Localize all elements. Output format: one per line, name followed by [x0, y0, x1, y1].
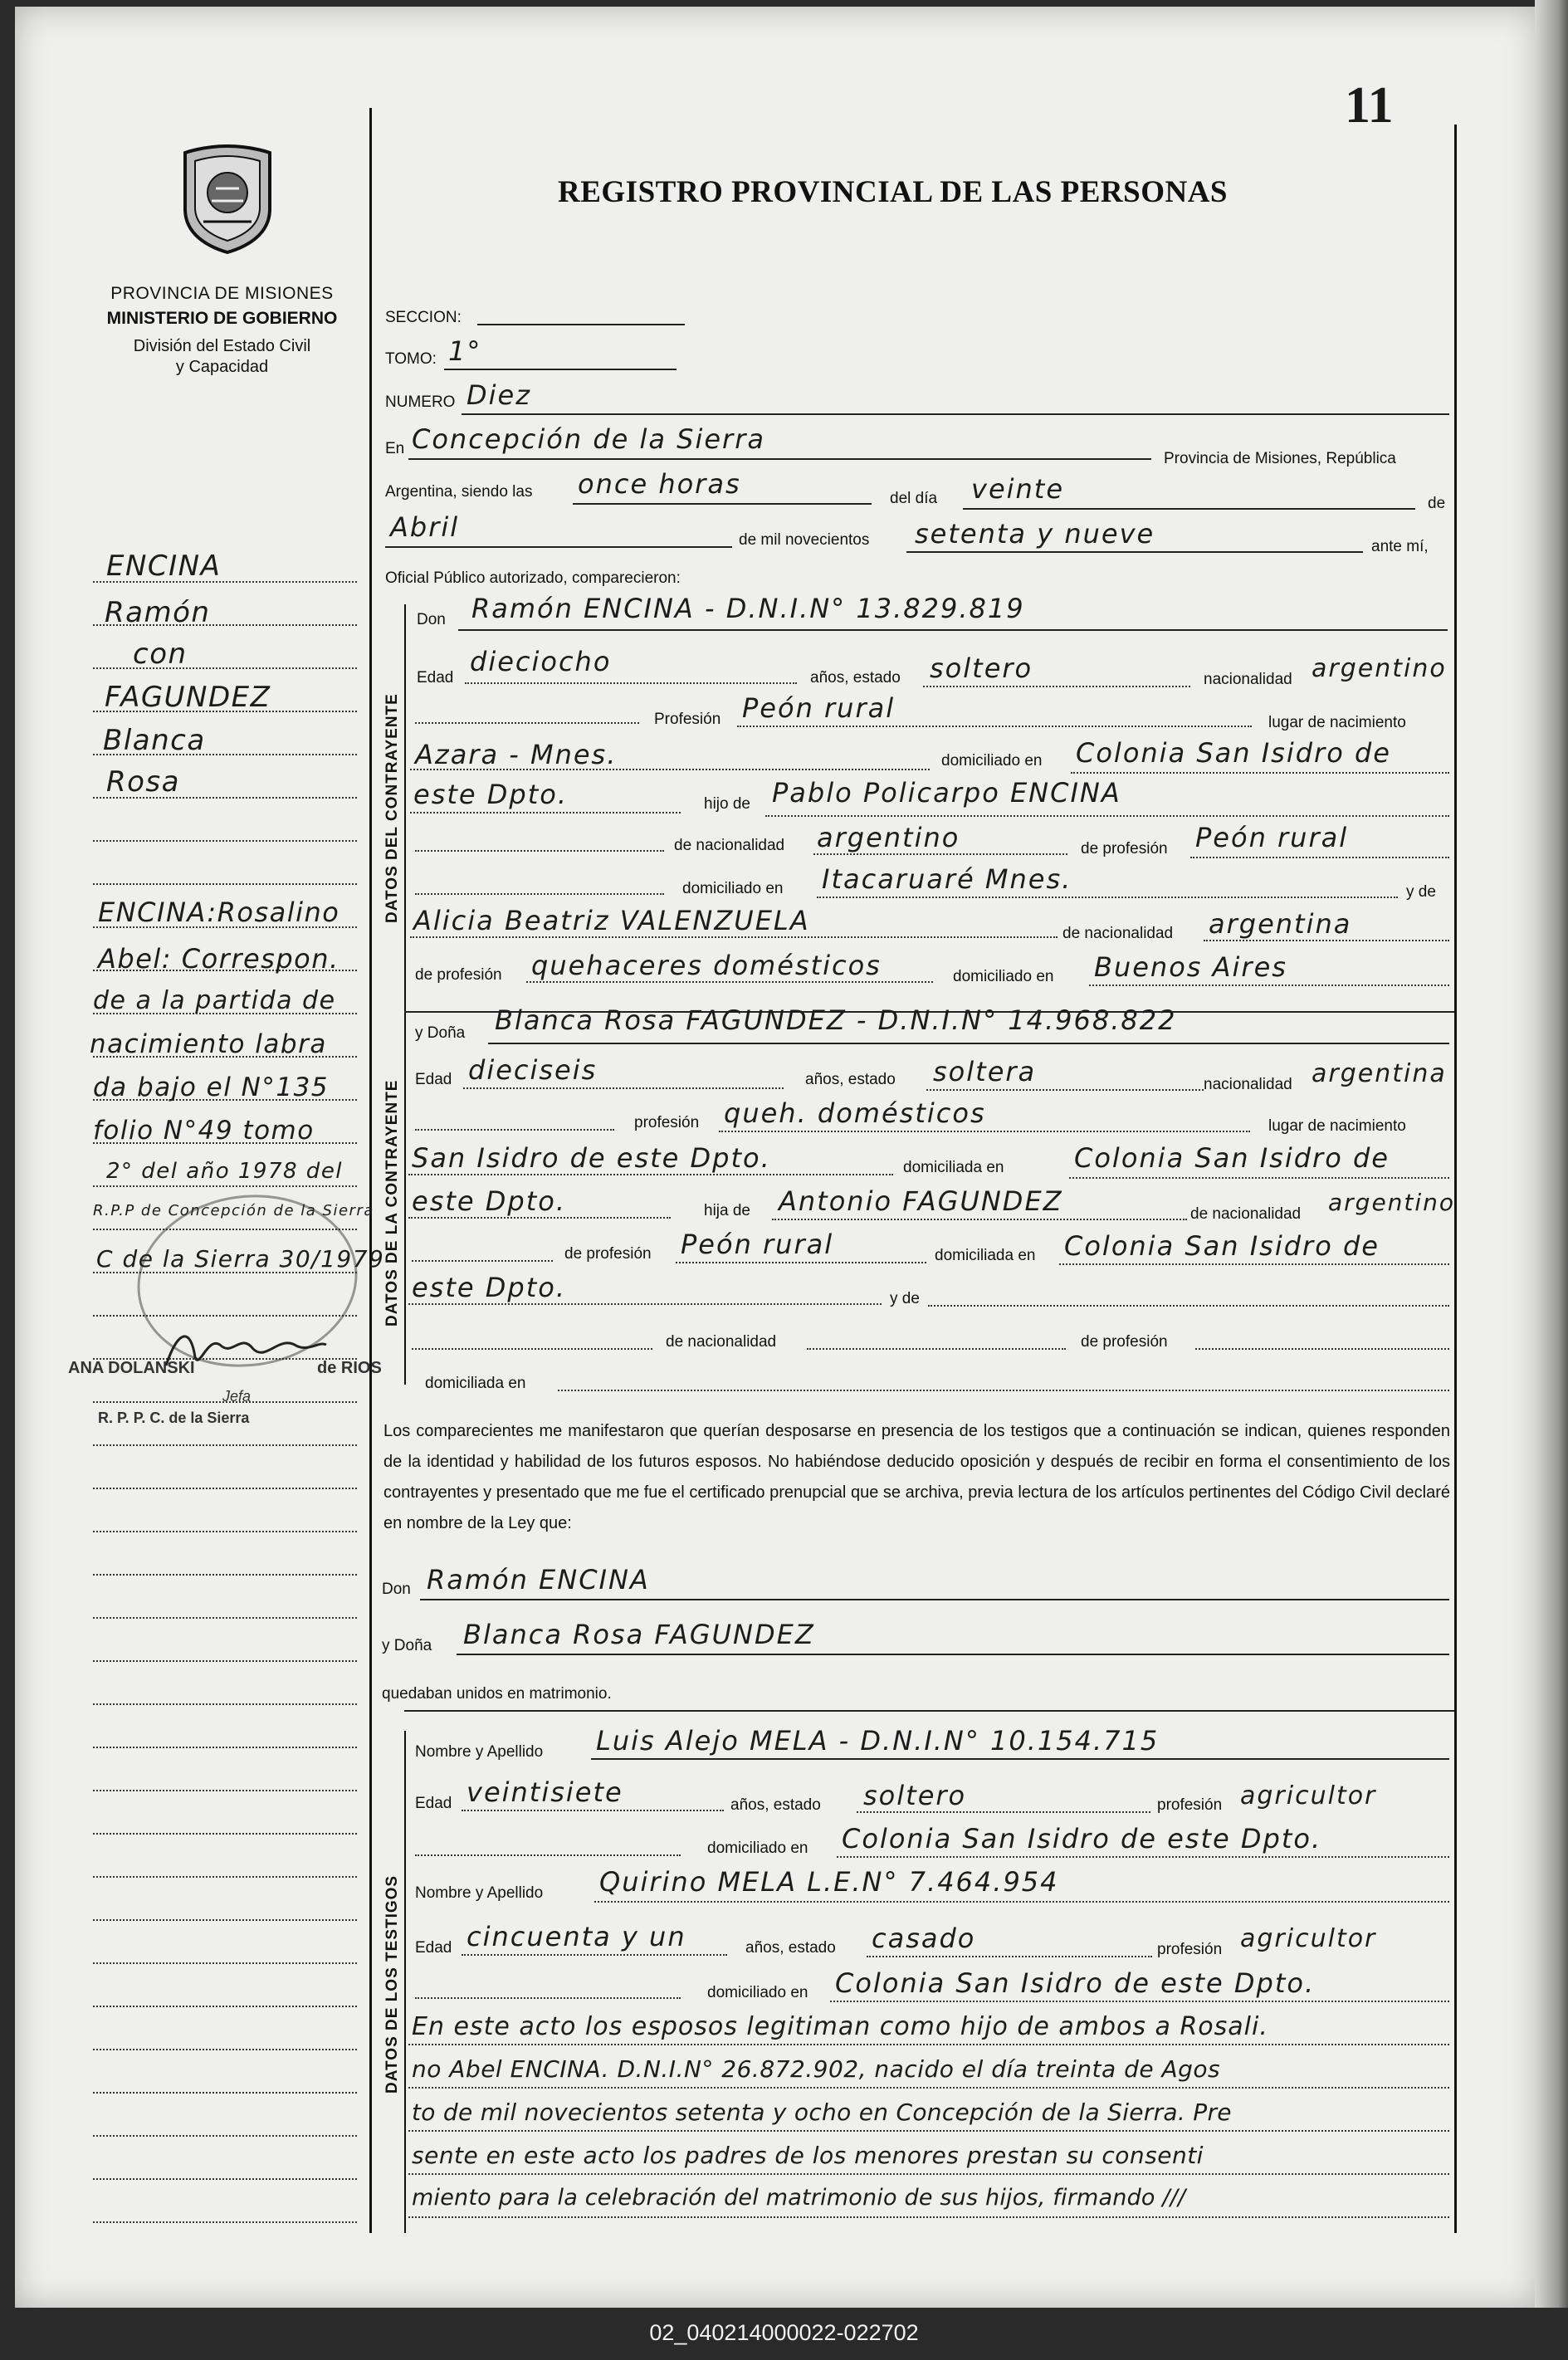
margin-surname-bride: FAGUNDEZ	[105, 681, 271, 714]
bride-age: dieciseis	[468, 1054, 598, 1086]
observation-line: to de mil novecientos setenta y ocho en Concepción de la Sierra. Pre	[412, 2099, 1232, 2126]
groom-age: dieciocho	[470, 646, 612, 677]
groom-section-label: DATOS DEL CONTRAYENTE	[383, 693, 401, 923]
groom-age-line	[465, 682, 797, 684]
groom-birthplace: Azara - Mnes.	[415, 739, 618, 770]
witness1-status-line	[857, 1811, 1150, 1813]
stamp-name: ANA DOLANSKI	[68, 1359, 195, 1377]
declared-bride: Blanca Rosa FAGUNDEZ	[463, 1619, 815, 1650]
nombre-apellido-label-2: Nombre y Apellido	[415, 1884, 544, 1902]
groom-father: Pablo Policarpo ENCINA	[772, 777, 1121, 809]
witness1-address: Colonia San Isidro de este Dpto.	[842, 1823, 1322, 1854]
bride-mother-prof-line	[1195, 1348, 1449, 1350]
margin-guide-line	[93, 1876, 357, 1878]
estado-label-3: años, estado	[730, 1796, 821, 1814]
margin-guide-line	[93, 1660, 357, 1662]
groom-profession: Peón rural	[742, 692, 896, 724]
bride-birthplace-line	[408, 1174, 893, 1175]
margin-surname-groom: ENCINA	[106, 550, 222, 583]
de-nacionalidad-label-3: de nacionalidad	[1190, 1205, 1302, 1223]
groom-address2-line	[410, 812, 681, 814]
de-nacionalidad-label-2: de nacionalidad	[1062, 925, 1174, 942]
bride-mother-line	[928, 1305, 1449, 1307]
estado-label-2: años, estado	[805, 1071, 896, 1088]
day-value: veinte	[971, 473, 1065, 505]
witness2-dom-line	[830, 2001, 1449, 2002]
witness2-name-line	[594, 1901, 1449, 1903]
nombre-apellido-label: Nombre y Apellido	[415, 1743, 544, 1761]
margin-note-line: de a la partida de	[93, 986, 336, 1015]
groom-mother: Alicia Beatriz VALENZUELA	[413, 905, 810, 936]
quedaban-label: quedaban unidos en matrimonio.	[382, 1685, 612, 1703]
de-label: de	[1428, 495, 1446, 512]
bride-mother-nac-line-a	[412, 1348, 652, 1350]
margin-name-bride-2: Rosa	[106, 765, 180, 799]
book-edge	[1535, 0, 1568, 2308]
observation-line: En este acto los esposos legitiman como hijo de ambos a Rosali.	[412, 2012, 1268, 2041]
y-de-label-2: y de	[890, 1290, 920, 1307]
witness-rule	[404, 1731, 406, 2233]
bride-status-line	[926, 1089, 1204, 1091]
groom-father-address: Itacaruaré Mnes.	[822, 863, 1072, 895]
margin-name-groom: Ramón	[105, 596, 211, 629]
groom-father-nac-line	[813, 853, 1067, 855]
argentina-label: Argentina, siendo las	[385, 483, 533, 501]
province-text: Provincia de Misiones, República	[1164, 450, 1396, 467]
groom-mother-dom-line	[1089, 985, 1449, 986]
groom-address: Colonia San Isidro de	[1076, 737, 1391, 769]
witness1-age: veintisiete	[466, 1776, 623, 1808]
right-rule	[1454, 125, 1457, 2233]
stamp-name-2: de RIOS	[317, 1359, 382, 1377]
groom-prof-line-a	[415, 722, 639, 724]
estado-label: años, estado	[810, 669, 901, 687]
provincial-seal-icon	[178, 143, 276, 255]
ministry-header	[79, 284, 365, 377]
margin-guide-line	[93, 840, 357, 842]
observation-rule	[408, 2173, 1449, 2175]
margin-note-line: ENCINA:Rosalino	[98, 897, 340, 928]
groom-father-dom-line-a	[415, 893, 664, 895]
domiciliada-label-3: domiciliada en	[425, 1375, 526, 1392]
edad-label: Edad	[417, 669, 454, 687]
ministry-label: MINISTERIO DE GOBIERNO	[106, 309, 338, 328]
witness1-profession: agricultor	[1240, 1781, 1377, 1810]
profesion-label: Profesión	[654, 711, 721, 728]
margin-guide-line	[93, 2092, 357, 2094]
signature-icon	[162, 1320, 328, 1378]
y-de-label: y de	[1406, 883, 1436, 901]
estado-label-4: años, estado	[745, 1939, 836, 1957]
don-label: Don	[417, 611, 446, 628]
margin-guide-line	[93, 1962, 357, 1964]
bride-name: Blanca Rosa FAGUNDEZ - D.N.I.N° 14.968.822	[495, 1004, 1177, 1036]
numero-label: NUMERO	[385, 393, 456, 411]
bride-prof-line-a	[415, 1129, 614, 1131]
domiciliado-label-5: domiciliado en	[707, 1984, 808, 2001]
groom-status: soltero	[930, 652, 1033, 684]
edad-label-3: Edad	[415, 1795, 452, 1812]
parties-rule	[404, 604, 406, 1385]
witness1-age-line	[462, 1810, 724, 1811]
place-line	[408, 458, 1151, 460]
observation-line: sente en este acto los padres de los menores prestan su consenti	[412, 2142, 1204, 2169]
month-line	[385, 546, 732, 548]
margin-guide-line	[93, 1488, 357, 1489]
observation-line: no Abel ENCINA. D.N.I.N° 26.872.902, nacido el día treinta de Agos	[412, 2055, 1221, 2083]
profesion-label-3: profesión	[1157, 1796, 1223, 1814]
margin-note-line: da bajo el N°135	[93, 1073, 330, 1102]
bride-birthplace: San Isidro de este Dpto.	[412, 1142, 771, 1174]
page-title: REGISTRO PROVINCIAL DE LAS PERSONAS	[558, 175, 1229, 209]
groom-status-line	[923, 686, 1190, 687]
del-dia-label: del día	[890, 490, 938, 507]
witness1-dom-line	[837, 1856, 1449, 1858]
observation-rule	[408, 2216, 1449, 2218]
de-profesion-label-2: de profesión	[415, 966, 502, 984]
margin-guide-line	[93, 1790, 357, 1791]
bride-mother-dom-line	[558, 1390, 1449, 1391]
groom-address-2: este Dpto.	[413, 779, 569, 810]
de-nacionalidad-label: de nacionalidad	[674, 837, 785, 854]
groom-father-nationality: argentino	[817, 822, 960, 853]
witness2-address: Colonia San Isidro de este Dpto.	[835, 1967, 1316, 1999]
margin-note-line: nacimiento labra	[90, 1029, 327, 1059]
y-dona-label: y Doña	[415, 1024, 466, 1042]
domiciliada-label: domiciliada en	[903, 1159, 1004, 1176]
seccion-label: SECCION:	[385, 309, 462, 326]
bride-nationality: argentina	[1312, 1059, 1447, 1088]
place-value: Concepción de la Sierra	[412, 423, 765, 455]
domiciliado-label-3: domiciliado en	[953, 968, 1054, 985]
edad-label-2: Edad	[415, 1071, 452, 1088]
seccion-line	[477, 324, 685, 325]
division-label-2: y Capacidad	[175, 358, 269, 376]
margin-rule	[369, 108, 372, 2233]
hijo-de-label: hijo de	[704, 795, 750, 813]
declared-groom-line	[420, 1599, 1449, 1600]
margin-guide-line	[93, 2221, 357, 2223]
margin-guide-line	[93, 1185, 357, 1187]
observation-rule	[408, 2044, 1449, 2045]
groom-father-dom-line	[817, 897, 1398, 898]
image-id-caption: 02_040214000022-022702	[649, 2320, 919, 2345]
bride-section-label: DATOS DE LA CONTRAYENTE	[383, 1079, 401, 1327]
month-value: Abril	[390, 511, 460, 543]
tomo-line	[444, 369, 677, 370]
declaration-paragraph: Los comparecientes me manifestaron que querían desposarse en presencia de los testigos que a continuación se indican, quienes responden de la identidad y habilidad de los futuros esposos. No habiéndose deducido oposición y después de recibir en forma el consentimiento de los contrayentes y presentado que me fue el certificado prenupcial que se archiva, previa lectura de los artículos pertinentes del Código Civil declaré en nombre de la Ley que:	[383, 1422, 1450, 1532]
nacionalidad-label: nacionalidad	[1204, 671, 1292, 688]
witness2-age: cincuenta y un	[466, 1921, 686, 1952]
witness1-status: soltero	[863, 1780, 967, 1811]
groom-mother-line	[410, 936, 1058, 938]
margin-note-line: C de la Sierra 30/1979	[96, 1245, 385, 1273]
groom-mother-profession: quehaceres domésticos	[531, 950, 882, 981]
groom-name: Ramón ENCINA - D.N.I.N° 13.829.819	[471, 593, 1025, 624]
witness2-status-line	[867, 1956, 1152, 1957]
groom-mother-prof-line	[526, 981, 933, 983]
tomo-value: 1°	[448, 335, 482, 367]
domiciliado-label-2: domiciliado en	[682, 880, 784, 897]
groom-prof-line	[737, 726, 1252, 727]
groom-mother-nationality: argentina	[1209, 908, 1352, 940]
declared-bride-line	[457, 1654, 1449, 1655]
bride-father-prof-line-a	[412, 1260, 553, 1262]
observation-line: miento para la celebración del matrimonio de sus hijos, firmando ///	[412, 2185, 1186, 2211]
groom-mother-nac-line	[1204, 940, 1449, 941]
page-number: 11	[1345, 77, 1394, 134]
witnesses-section-label: DATOS DE LOS TESTIGOS	[383, 1874, 401, 2094]
groom-father-nac-line-a	[415, 850, 664, 852]
hour-value: once horas	[578, 468, 741, 500]
domiciliada-label-2: domiciliada en	[935, 1247, 1036, 1264]
margin-note-line: 2° del año 1978 del	[106, 1159, 344, 1184]
groom-nationality: argentino	[1312, 654, 1447, 683]
declared-groom: Ramón ENCINA	[427, 1564, 650, 1595]
margin-name-bride: Blanca	[103, 724, 206, 757]
groom-father-profession: Peón rural	[1195, 822, 1349, 853]
margin-guide-line	[93, 1444, 357, 1446]
margin-guide-line	[93, 2049, 357, 2050]
edad-label-4: Edad	[415, 1939, 452, 1957]
hija-de-label: hija de	[704, 1202, 750, 1219]
year-line	[906, 551, 1363, 553]
stamp-title: Jefa	[222, 1388, 252, 1405]
don-label-2: Don	[382, 1581, 411, 1598]
groom-name-line	[458, 629, 1448, 631]
profesion-label-2: profesión	[634, 1114, 700, 1131]
oficial-label: Oficial Público autorizado, comparecieron:	[385, 569, 681, 587]
stamp-office: R. P. P. C. de la Sierra	[98, 1410, 250, 1426]
margin-guide-line	[93, 2135, 357, 2137]
witness2-age-line	[462, 1954, 727, 1956]
bride-address-2: este Dpto.	[412, 1185, 567, 1217]
margin-guide-line	[93, 1531, 357, 1532]
margin-guide-line	[93, 2006, 357, 2007]
de-profesion-label-3: de profesión	[564, 1245, 652, 1263]
bride-address-line	[1069, 1177, 1449, 1179]
numero-line	[462, 413, 1449, 415]
lugar-nac-label: lugar de nacimiento	[1268, 714, 1406, 731]
margin-con: con	[133, 638, 188, 671]
margin-guide-line	[93, 1919, 357, 1921]
province-label: PROVINCIA DE MISIONES	[110, 284, 334, 303]
witness1-name-line	[591, 1758, 1449, 1760]
observation-rule	[408, 2087, 1449, 2089]
bride-father-nationality: argentino	[1328, 1189, 1456, 1216]
numero-value: Diez	[466, 379, 532, 411]
bride-father-prof-line	[676, 1262, 926, 1263]
domiciliado-label: domiciliado en	[941, 752, 1043, 770]
bride-prof-line	[719, 1131, 1250, 1132]
witness2-dom-line-a	[415, 1997, 681, 1999]
domiciliado-label-4: domiciliado en	[707, 1840, 808, 1857]
division-label: División del Estado Civil	[133, 337, 311, 355]
y-dona-label-2: y Doña	[382, 1637, 432, 1654]
en-label: En	[385, 440, 405, 457]
groom-address-line	[1071, 772, 1449, 774]
bride-father-line	[772, 1219, 1187, 1220]
margin-guide-line	[93, 1703, 357, 1705]
ante-mi-label: ante mí,	[1371, 538, 1429, 555]
de-nacionalidad-label-4: de nacionalidad	[666, 1333, 777, 1351]
margin-guide-line	[93, 1747, 357, 1748]
bride-father-dom2-line	[408, 1303, 882, 1305]
groom-birthplace-line	[410, 769, 930, 770]
bride-father-profession: Peón rural	[681, 1229, 834, 1260]
witness1-name: Luis Alejo MELA - D.N.I.N° 10.154.715	[596, 1725, 1160, 1757]
margin-guide-line	[93, 883, 357, 885]
observation-rule	[408, 2130, 1449, 2132]
bride-address2-line	[408, 1217, 671, 1219]
margin-guide-line	[93, 1833, 357, 1835]
margin-note-line: Abel: Correspon.	[98, 943, 339, 975]
bride-mother-nac-line	[807, 1348, 1066, 1350]
margin-guide-line	[93, 2178, 357, 2180]
witness2-status: casado	[872, 1923, 976, 1954]
groom-father-prof-line	[1190, 857, 1449, 858]
profesion-label-4: profesión	[1157, 1941, 1223, 1958]
bride-name-line	[488, 1043, 1449, 1044]
bride-father-address: Colonia San Isidro de	[1064, 1230, 1380, 1262]
year-value: setenta y nueve	[915, 518, 1155, 550]
nacionalidad-label-2: nacionalidad	[1204, 1076, 1292, 1093]
day-line	[963, 508, 1415, 510]
groom-father-line	[765, 815, 1449, 817]
bride-father: Antonio FAGUNDEZ	[779, 1185, 1063, 1217]
hour-line	[573, 503, 872, 505]
witness2-name: Quirino MELA L.E.N° 7.464.954	[599, 1866, 1059, 1898]
de-mil-label: de mil novecientos	[739, 531, 870, 549]
margin-note-line: folio N°49 tomo	[93, 1116, 315, 1146]
bride-address: Colonia San Isidro de	[1074, 1142, 1390, 1174]
de-profesion-label-4: de profesión	[1081, 1333, 1168, 1351]
bride-status: soltera	[933, 1056, 1037, 1087]
bride-father-address-2: este Dpto.	[412, 1272, 567, 1303]
margin-guide-line	[93, 1617, 357, 1619]
margin-note-line: R.P.P de Concepción de la Sierra	[93, 1202, 374, 1219]
bride-age-line	[463, 1087, 784, 1089]
bride-profession: queh. domésticos	[724, 1097, 986, 1129]
witness-divider	[404, 1710, 1454, 1712]
groom-mother-address: Buenos Aires	[1094, 951, 1287, 983]
de-profesion-label: de profesión	[1081, 840, 1168, 858]
bride-father-dom-line	[1059, 1263, 1449, 1265]
witness2-profession: agricultor	[1240, 1924, 1377, 1953]
margin-guide-line	[93, 1574, 357, 1576]
tomo-label: TOMO:	[385, 350, 437, 368]
lugar-nac-label-2: lugar de nacimiento	[1268, 1117, 1406, 1135]
witness1-dom-line-a	[415, 1854, 681, 1856]
